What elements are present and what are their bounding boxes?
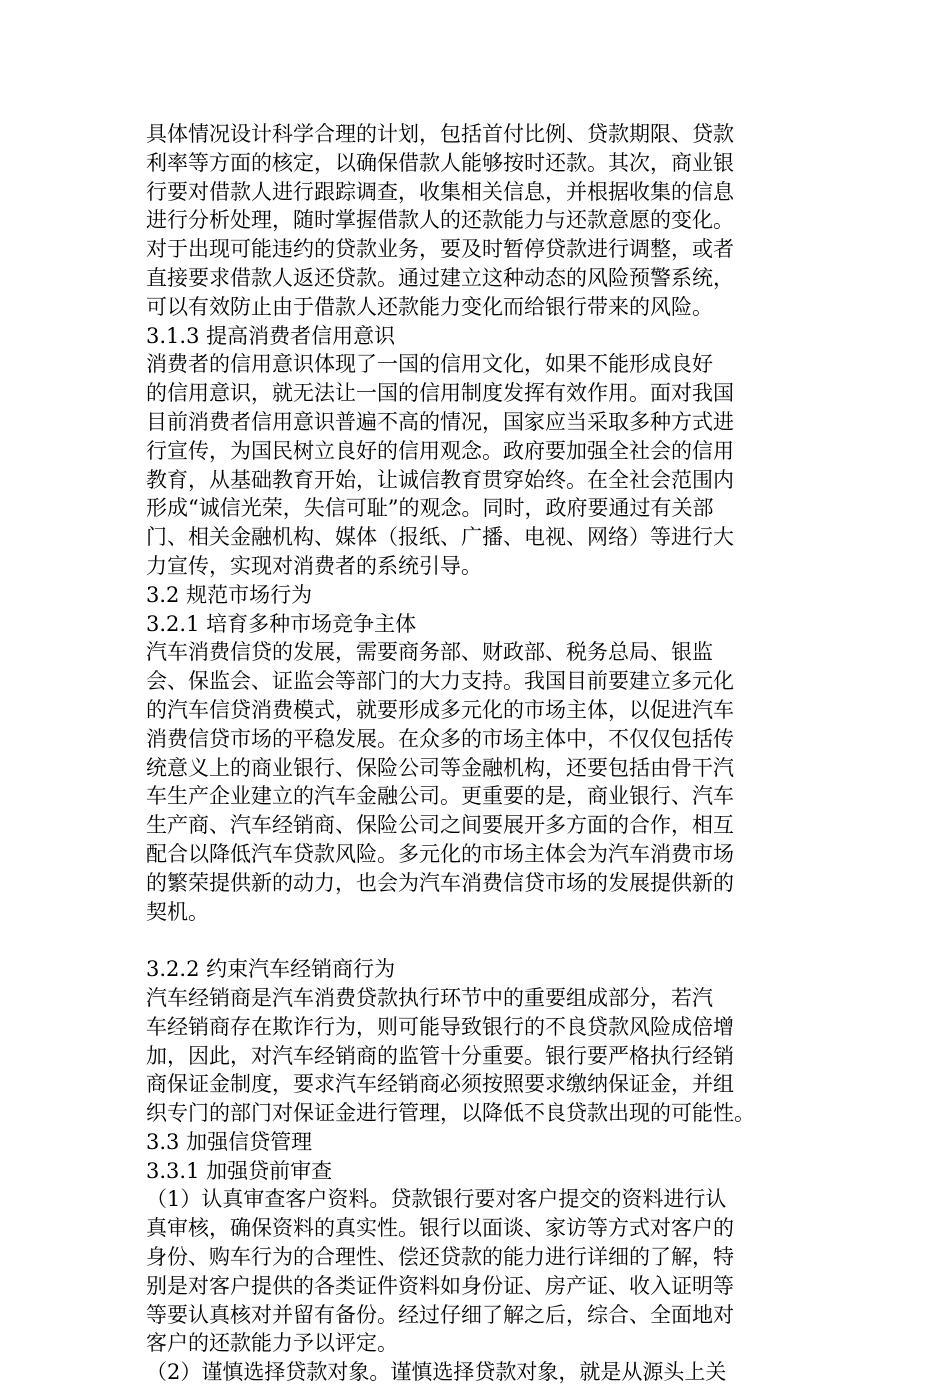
text-line: 真审核，确保资料的真实性。银行以面谈、家访等方式对客户的	[146, 1216, 734, 1241]
blank-line	[146, 926, 796, 955]
text-line: 门、相关金融机构、媒体（报纸、广播、电视、网络）等进行大	[146, 525, 734, 550]
text-line: 的繁荣提供新的动力，也会为汽车消费信贷市场的发展提供新的	[146, 870, 734, 895]
text-line: 3.2.2 约束汽车经销商行为	[146, 957, 396, 982]
text-line: 汽车消费信贷的发展，需要商务部、财政部、税务总局、银监	[146, 640, 713, 665]
text-line: 消费信贷市场的平稳发展。在众多的市场主体中，不仅仅包括传	[146, 726, 734, 751]
text-line: 车经销商存在欺诈行为，则可能导致银行的不良贷款风险成倍增	[146, 1014, 734, 1039]
text-line: 织专门的部门对保证金进行管理，以降低不良贷款出现的可能性。	[146, 1101, 755, 1126]
text-line: 3.3 加强信贷管理	[146, 1129, 313, 1154]
text-line: 形成“诚信光荣，失信可耻”的观念。同时，政府要通过有关部	[146, 496, 714, 521]
text-line: 具体情况设计科学合理的计划，包括首付比例、贷款期限、贷款	[146, 122, 734, 146]
text-line: 3.2.1 培育多种市场竞争主体	[146, 611, 417, 636]
text-line: 会、保监会、证监会等部门的大力支持。我国目前要建立多元化	[146, 669, 734, 694]
text-line: 行要对借款人进行跟踪调查，收集相关信息，并根据收集的信息	[146, 179, 734, 204]
text-line: 生产商、汽车经销商、保险公司之间要展开多方面的合作，相互	[146, 813, 734, 838]
text-line: 力宣传，实现对消费者的系统引导。	[146, 553, 482, 578]
text-line: （2）谨慎选择贷款对象。谨慎选择贷款对象，就是从源头上关	[146, 1360, 727, 1385]
text-line: （1）认真审查客户资料。贷款银行要对客户提交的资料进行认	[146, 1187, 727, 1212]
text-line: 等要认真核对并留有备份。经过仔细了解之后，综合、全面地对	[146, 1302, 734, 1327]
text-line: 利率等方面的核定，以确保借款人能够按时还款。其次，商业银	[146, 150, 734, 175]
text-line: 3.3.1 加强贷前审查	[146, 1158, 333, 1183]
text-line: 3.2 规范市场行为	[146, 582, 313, 607]
text-line: 加，因此，对汽车经销商的监管十分重要。银行要严格执行经销	[146, 1043, 734, 1068]
text-line: 对于出现可能违约的贷款业务，要及时暂停贷款进行调整，或者	[146, 237, 734, 262]
text-line: 行宣传，为国民树立良好的信用观念。政府要加强全社会的信用	[146, 438, 734, 463]
text-line: 契机。	[146, 899, 209, 924]
text-line: 目前消费者信用意识普遍不高的情况，国家应当采取多种方式进	[146, 409, 734, 434]
text-line: 的汽车信贷消费模式，就要形成多元化的市场主体，以促进汽车	[146, 697, 734, 722]
text-line: 配合以降低汽车贷款风险。多元化的市场主体会为汽车消费市场	[146, 841, 734, 866]
text-line: 身份、购车行为的合理性、偿还贷款的能力进行详细的了解，特	[146, 1245, 734, 1270]
text-line: 客户的还款能力予以评定。	[146, 1331, 398, 1356]
text-line: 教育，从基础教育开始，让诚信教育贯穿始终。在全社会范围内	[146, 467, 734, 492]
text-line: 3.1.3 提高消费者信用意识	[146, 323, 396, 348]
text-line: 进行分析处理，随时掌握借款人的还款能力与还款意愿的变化。	[146, 208, 734, 233]
text-line: 可以有效防止由于借款人还款能力变化而给银行带来的风险。	[146, 294, 713, 319]
text-line: 直接要求借款人返还贷款。通过建立这种动态的风险预警系统，	[146, 265, 734, 290]
text-line: 汽车经销商是汽车消费贷款执行环节中的重要组成部分，若汽	[146, 985, 713, 1010]
text-line: 商保证金制度，要求汽车经销商必须按照要求缴纳保证金，并组	[146, 1072, 734, 1097]
text-line: 的信用意识，就无法让一国的信用制度发挥有效作用。面对我国	[146, 381, 734, 406]
text-line: 消费者的信用意识体现了一国的信用文化，如果不能形成良好	[146, 352, 713, 377]
text-line: 别是对客户提供的各类证件资料如身份证、房产证、收入证明等	[146, 1273, 734, 1298]
text-line: 车生产企业建立的汽车金融公司。更重要的是，商业银行、汽车	[146, 784, 734, 809]
text-line: 统意义上的商业银行、保险公司等金融机构，还要包括由骨干汽	[146, 755, 734, 780]
document-page	[146, 120, 796, 1387]
